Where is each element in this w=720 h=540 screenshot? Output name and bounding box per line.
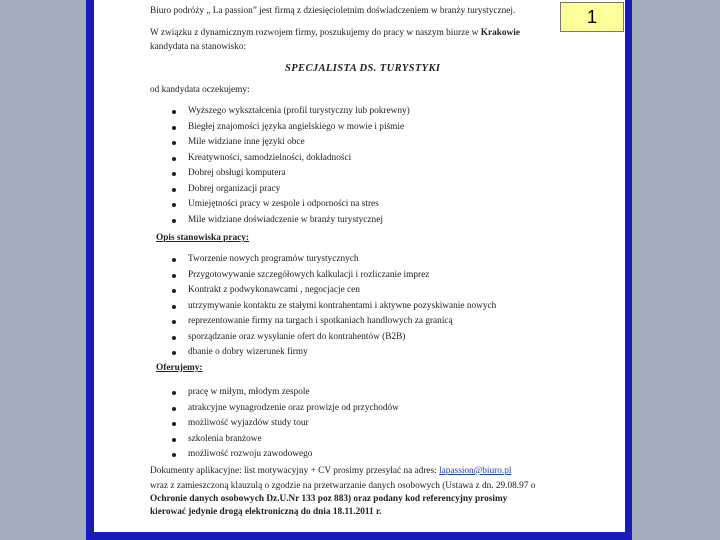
list-item: Dobrej organizacji pracy <box>150 182 410 198</box>
list-item: możliwość rozwoju zawodowego <box>150 447 399 463</box>
list-item: reprezentowanie firmy na targach i spotkaniach handlowych za granicą <box>150 314 496 330</box>
duties-heading: Opis stanowiska pracy: <box>156 233 249 243</box>
footer-line-1-text: Dokumenty aplikacyjne: list motywacyjny + CV prosimy przesyłać na adres: <box>150 466 440 476</box>
intro-line-3: kandydata na stanowisko: <box>150 42 247 52</box>
duties-list <box>150 252 496 361</box>
expectations-list <box>150 104 410 228</box>
list-item: Przygotowywanie szczegółowych kalkulacji i rozliczanie imprez <box>150 268 496 284</box>
list-item: Mile widziane inne języki obce <box>150 135 410 151</box>
offer-heading: Oferujemy: <box>156 363 203 373</box>
list-item: możliwość wyjazdów study tour <box>150 416 399 432</box>
list-item: atrakcyjne wynagrodzenie oraz prowizje od przychodów <box>150 401 399 417</box>
list-item: Dobrej obsługi komputera <box>150 166 410 182</box>
list-item: pracę w miłym, młodym zespole <box>150 385 399 401</box>
intro-line-2-text: W związku z dynamicznym rozwojem firmy, poszukujemy do pracy w naszym biurze w <box>150 28 481 38</box>
position-title: SPECJALISTA DS. TURYSTYKI <box>285 63 441 74</box>
expect-heading: od kandydata oczekujemy: <box>150 85 250 95</box>
list-item: Kreatywności, samodzielności, dokładności <box>150 151 410 167</box>
list-item: Tworzenie nowych programów turystycznych <box>150 252 496 268</box>
list-item: dbanie o dobry wizerunek firmy <box>150 345 496 361</box>
list-item: Wyższego wykształcenia (profil turystyczny lub pokrewny) <box>150 104 410 120</box>
intro-line-1: Biuro podróży „ La passion” jest firmą z dziesięcioletnim doświadczeniem w branży turystycznej. <box>150 6 516 16</box>
offers-list <box>150 385 399 463</box>
slide-number-badge: 1 <box>560 2 624 32</box>
list-item: sporządzanie oraz wysyłanie ofert do kontrahentów (B2B) <box>150 330 496 346</box>
footer-line-1 <box>150 466 511 476</box>
bottom-border <box>94 532 625 535</box>
list-item: Biegłej znajomości języka angielskiego w mowie i piśmie <box>150 120 410 136</box>
list-item: utrzymywanie kontaktu ze stałymi kontrahentami i aktywne pozyskiwanie nowych <box>150 299 496 315</box>
list-item: szkolenia branżowe <box>150 432 399 448</box>
footer-line-4: kierować jedynie drogą elektroniczną do dnia 18.11.2011 r. <box>150 507 382 517</box>
footer-line-2: wraz z zamieszczoną klauzulą o zgodzie na przetwarzanie danych osobowych (Ustawa z dn. 29.08.97 o <box>150 481 536 491</box>
list-item: Kontrakt z podwykonawcami , negocjacje cen <box>150 283 496 299</box>
list-item: Mile widziane doświadczenie w branży turystycznej <box>150 213 410 229</box>
city-name: Krakowie <box>480 28 520 38</box>
footer-line-3: Ochronie danych osobowych Dz.U.Nr 133 poz 883) oraz podany kod referencyjny prosimy <box>150 494 508 504</box>
list-item: Umiejętności pracy w zespole i odporności na stres <box>150 197 410 213</box>
intro-line-2 <box>150 28 520 38</box>
email-link[interactable]: lapassion@biuro.pl <box>439 466 512 476</box>
